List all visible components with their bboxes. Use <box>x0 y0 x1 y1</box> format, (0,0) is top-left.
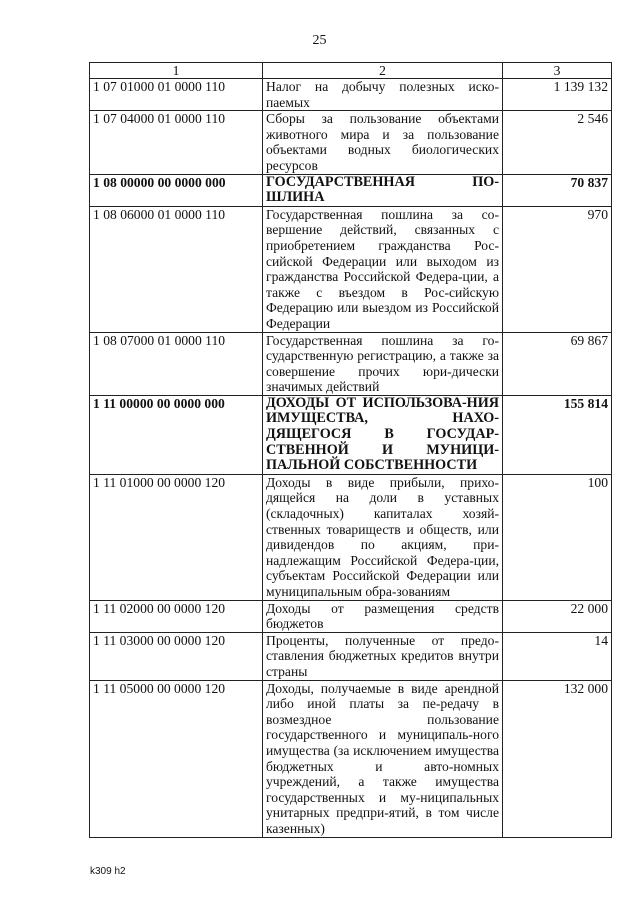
income-name-cell: Сборы за пользование объектами животного мира и за пользование объектами водных биологических ресурсов <box>263 111 503 174</box>
table-row <box>90 632 612 680</box>
column-header-1: 1 <box>90 63 263 79</box>
column-header-2: 2 <box>263 63 503 79</box>
amount-cell: 100 <box>503 474 612 600</box>
budget-code-cell: 1 07 04000 01 0000 110 <box>90 111 263 174</box>
income-name-cell: Проценты, полученные от предо-ставления бюджетных кредитов внутри страны <box>263 632 503 680</box>
budget-code-cell: 1 11 00000 00 0000 000 <box>90 395 263 474</box>
budget-code-cell: 1 08 07000 01 0000 110 <box>90 332 263 395</box>
table-row <box>90 332 612 395</box>
income-name-cell: Доходы в виде прибыли, прихо-дящейся на доли в уставных (складочных) капиталах хозяй-ственных товариществ и обществ, или дивидендов по акциям, при-надлежащим Российской Федера-ции, субъектам Российской Федерации или муниципальным обра-зованиям <box>263 474 503 600</box>
revenue-table <box>89 62 612 838</box>
amount-cell: 1 139 132 <box>503 79 612 111</box>
budget-code-cell: 1 11 05000 00 0000 120 <box>90 680 263 837</box>
column-header-3: 3 <box>503 63 612 79</box>
table-row <box>90 206 612 332</box>
income-name-cell: Доходы от размещения средств бюджетов <box>263 600 503 632</box>
amount-cell: 2 546 <box>503 111 612 174</box>
amount-cell: 22 000 <box>503 600 612 632</box>
table-row <box>90 395 612 474</box>
table-row <box>90 111 612 174</box>
budget-code-cell: 1 07 01000 01 0000 110 <box>90 79 263 111</box>
table-row <box>90 79 612 111</box>
table-row <box>90 474 612 600</box>
amount-cell: 70 837 <box>503 174 612 206</box>
income-name-cell: Налог на добычу полезных иско-паемых <box>263 79 503 111</box>
amount-cell: 14 <box>503 632 612 680</box>
income-name-cell: ДОХОДЫ ОТ ИСПОЛЬЗОВА-НИЯ ИМУЩЕСТВА, НАХО-ДЯЩЕГОСЯ В ГОСУДАР-СТВЕННОЙ И МУНИЦИ-ПАЛЬНОЙ СОБСТВЕННОСТИ <box>263 395 503 474</box>
budget-code-cell: 1 08 06000 01 0000 110 <box>90 206 263 332</box>
budget-code-cell: 1 08 00000 00 0000 000 <box>90 174 263 206</box>
amount-cell: 132 000 <box>503 680 612 837</box>
budget-code-cell: 1 11 03000 00 0000 120 <box>90 632 263 680</box>
amount-cell: 155 814 <box>503 395 612 474</box>
amount-cell: 970 <box>503 206 612 332</box>
amount-cell: 69 867 <box>503 332 612 395</box>
table-row <box>90 174 612 206</box>
income-name-cell: Государственная пошлина за со-вершение действий, связанных с приобретением гражданства Рос-сийской Федерации или выходом из гражданства Российской Федера-ции, а также с въездом в Рос-сийскую Федерацию или выездом из Российской Федерации <box>263 206 503 332</box>
budget-code-cell: 1 11 02000 00 0000 120 <box>90 600 263 632</box>
budget-code-cell: 1 11 01000 00 0000 120 <box>90 474 263 600</box>
table-header-row <box>90 63 612 79</box>
table-row <box>90 600 612 632</box>
footer-note: k309 h2 <box>90 866 126 877</box>
income-name-cell: Доходы, получаемые в виде арендной либо иной платы за пе-редачу в возмездное пользование государственного и муниципаль-ного имущества (за исключением имущества бюджетных и авто-номных учреждений, а также имущества государственных и му-ниципальных унитарных предпри-ятий, в том числе казенных) <box>263 680 503 837</box>
table-row <box>90 680 612 837</box>
page-number: 25 <box>312 33 327 48</box>
income-name-cell: Государственная пошлина за го-сударственную регистрацию, а также за совершение прочих юри-дически значимых действий <box>263 332 503 395</box>
income-name-cell: ГОСУДАРСТВЕННАЯ ПО-ШЛИНА <box>263 174 503 206</box>
